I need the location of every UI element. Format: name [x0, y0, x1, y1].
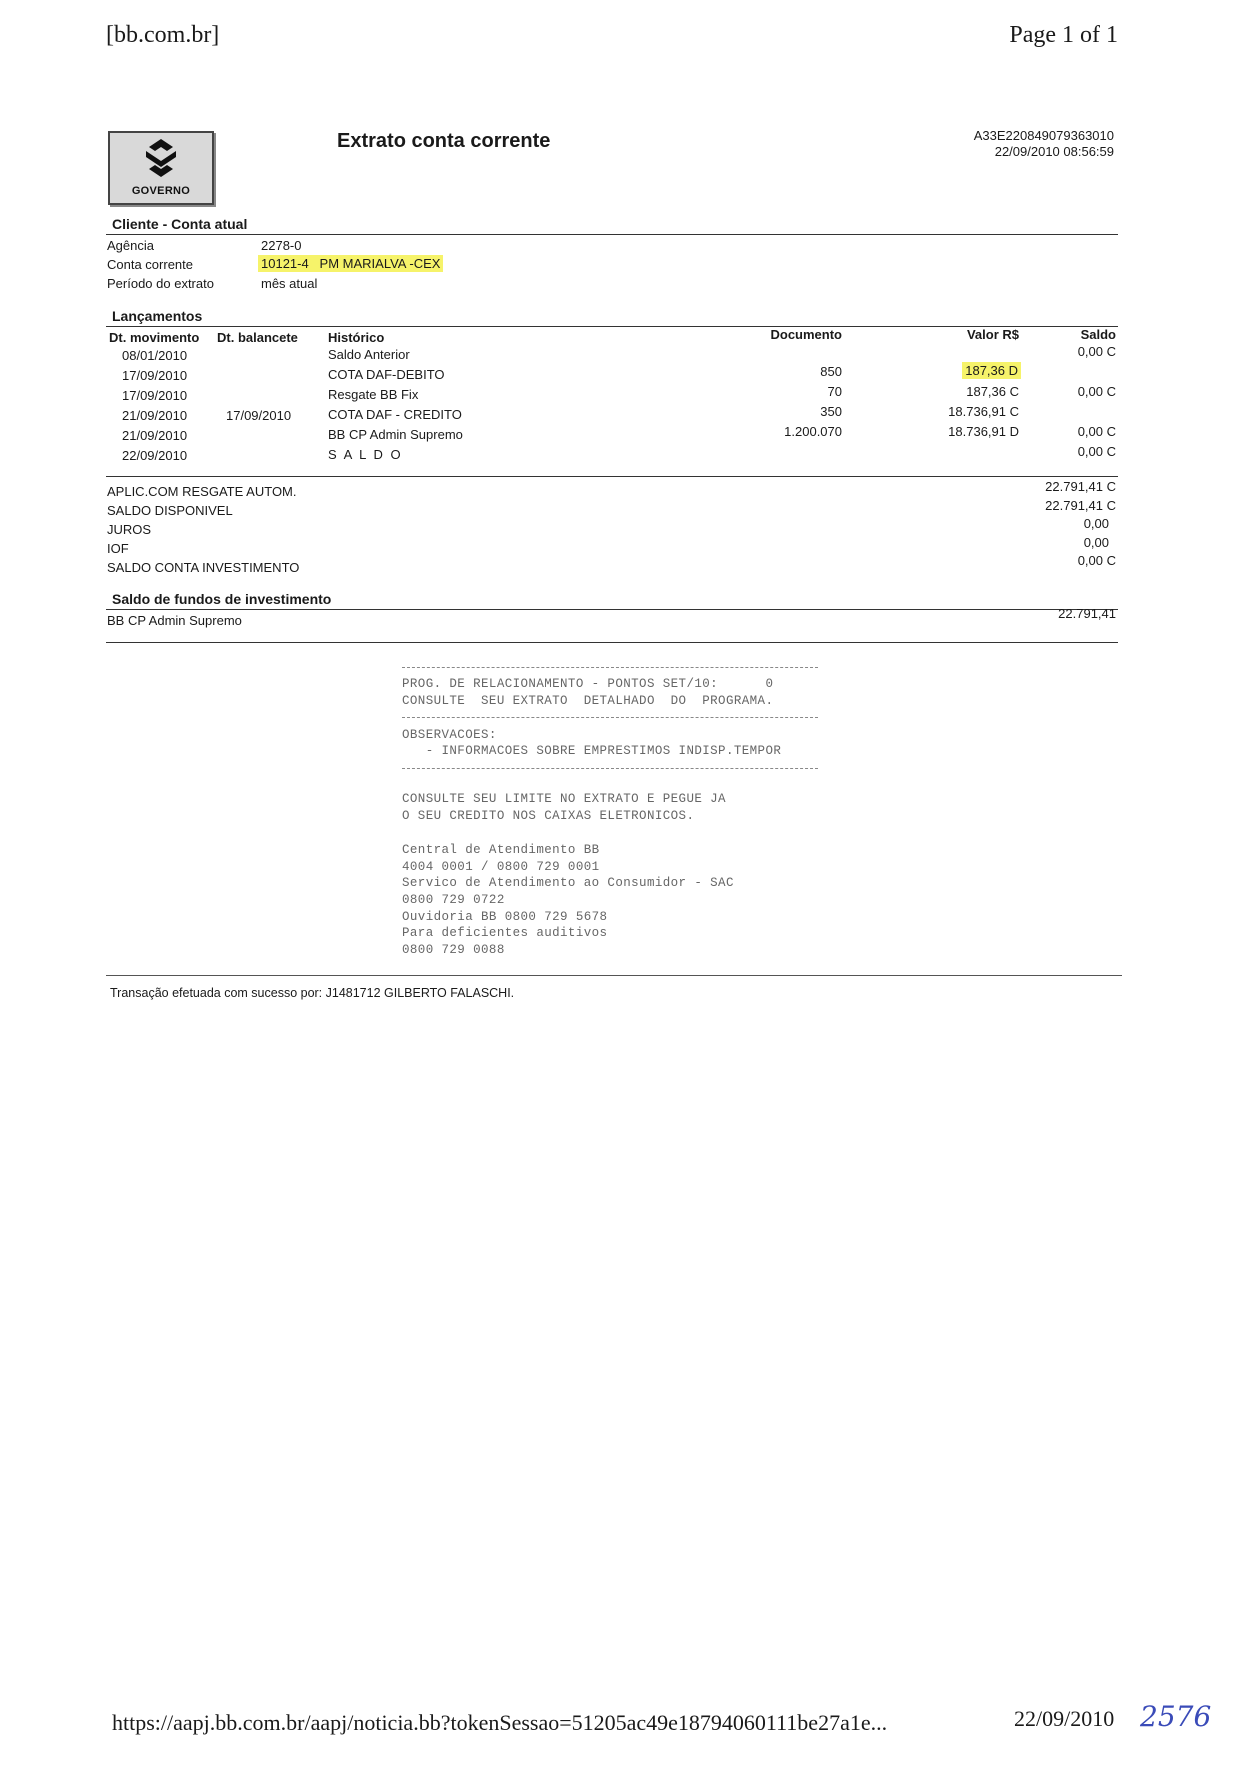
document-title: Extrato conta corrente	[337, 130, 551, 152]
row-historico: Saldo Anterior	[328, 347, 410, 362]
agencia-label: Agência	[107, 238, 154, 253]
page-header-page-number: Page 1 of 1	[1009, 22, 1118, 48]
periodo-value: mês atual	[261, 276, 318, 291]
summary-value: 0,00	[1083, 516, 1109, 531]
bank-logo	[108, 131, 214, 205]
fundos-divider	[106, 609, 1118, 610]
agencia-value: 2278-0	[261, 238, 302, 253]
summary-value: 22.791,41 C	[1045, 498, 1116, 513]
transaction-divider	[106, 975, 1122, 976]
conta-value-text: 10121-4 PM MARIALVA -CEX	[258, 255, 443, 272]
notes-divider	[402, 667, 818, 668]
header-dt-movimento: Dt. movimento	[109, 330, 200, 345]
prog-line-2: CONSULTE SEU EXTRATO DETALHADO DO PROGRAMA.	[402, 694, 774, 708]
contact-line: Central de Atendimento BB	[402, 843, 600, 857]
client-section-title: Cliente - Conta atual	[112, 216, 248, 232]
conta-value	[258, 256, 443, 271]
row-dt-movimento: 21/09/2010	[122, 428, 188, 443]
header-valor: Valor R$	[966, 327, 1019, 342]
fundos-value: 22.791,41	[1058, 606, 1116, 621]
handwritten-page-number: 2576	[1140, 1700, 1212, 1733]
notes-divider	[402, 717, 818, 718]
row-valor: 18.736,91 D	[948, 424, 1019, 439]
row-historico: BB CP Admin Supremo	[328, 427, 463, 442]
row-documento: 850	[820, 364, 842, 379]
header-historico: Histórico	[328, 330, 385, 345]
summary-label: SALDO DISPONIVEL	[107, 503, 233, 518]
document-datetime: 22/09/2010 08:56:59	[994, 144, 1114, 159]
row-saldo: 0,00 C	[1077, 444, 1116, 459]
contact-line: 0800 729 0088	[402, 943, 505, 957]
row-dt-movimento: 17/09/2010	[122, 388, 188, 403]
header-saldo: Saldo	[1080, 327, 1116, 342]
row-saldo: 0,00 C	[1077, 344, 1116, 359]
header-dt-balancete: Dt. balancete	[217, 330, 298, 345]
row-saldo: 0,00 C	[1077, 384, 1116, 399]
summary-label: IOF	[107, 541, 129, 556]
row-historico: COTA DAF-DEBITO	[328, 367, 445, 382]
row-documento: 1.200.070	[784, 424, 842, 439]
row-historico: Resgate BB Fix	[328, 387, 419, 402]
limite-line-2: O SEU CREDITO NOS CAIXAS ELETRONICOS.	[402, 809, 695, 823]
transaction-footer: Transação efetuada com sucesso por: J1481712 GILBERTO FALASCHI.	[110, 986, 515, 1000]
row-valor: 18.736,91 C	[948, 404, 1019, 419]
row-dt-movimento: 21/09/2010	[122, 408, 188, 423]
document-code: A33E220849079363010	[973, 128, 1114, 143]
summary-value: 22.791,41 C	[1045, 479, 1116, 494]
contact-line: 0800 729 0722	[402, 893, 505, 907]
summary-value: 0,00 C	[1077, 553, 1116, 568]
row-historico: S A L D O	[328, 447, 403, 462]
summary-label: APLIC.COM RESGATE AUTOM.	[107, 484, 297, 499]
lancamentos-section-title: Lançamentos	[112, 308, 203, 324]
periodo-label: Período do extrato	[107, 276, 214, 291]
page-footer-date: 22/09/2010	[1014, 1706, 1115, 1731]
summary-label: SALDO CONTA INVESTIMENTO	[107, 560, 300, 575]
summary-label: JUROS	[107, 522, 152, 537]
summary-value: 0,00	[1083, 535, 1109, 550]
contact-line: Para deficientes auditivos	[402, 926, 608, 940]
row-documento: 350	[820, 404, 842, 419]
client-divider	[106, 234, 1118, 235]
row-valor	[962, 363, 1021, 378]
row-dt-movimento: 22/09/2010	[122, 448, 188, 463]
header-documento: Documento	[770, 327, 842, 342]
contact-line: Servico de Atendimento ao Consumidor - SAC	[402, 876, 734, 890]
row-valor-highlighted: 187,36 D	[962, 362, 1021, 379]
bb-symbol-icon	[140, 139, 182, 177]
limite-line-1: CONSULTE SEU LIMITE NO EXTRATO E PEGUE JA	[402, 792, 726, 806]
page-footer-url: https://aapj.bb.com.br/aapj/noticia.bb?tokenSessao=51205ac49e18794060111be27a1e...	[112, 1710, 888, 1735]
fundos-bottom-divider	[106, 642, 1118, 643]
row-dt-movimento: 17/09/2010	[122, 368, 188, 383]
contact-line: Ouvidoria BB 0800 729 5678	[402, 910, 608, 924]
fundos-name: BB CP Admin Supremo	[107, 613, 242, 628]
obs-line: - INFORMACOES SOBRE EMPRESTIMOS INDISP.TEMPOR	[402, 744, 782, 758]
row-valor: 187,36 C	[966, 384, 1019, 399]
row-dt-movimento: 08/01/2010	[122, 348, 188, 363]
notes-divider	[402, 768, 818, 769]
row-historico: COTA DAF - CREDITO	[328, 407, 462, 422]
fundos-section-title: Saldo de fundos de investimento	[112, 591, 332, 607]
prog-line-1: PROG. DE RELACIONAMENTO - PONTOS SET/10: 0	[402, 677, 774, 691]
row-documento: 70	[827, 384, 842, 399]
logo-text: GOVERNO	[131, 185, 191, 197]
contact-line: 4004 0001 / 0800 729 0001	[402, 860, 600, 874]
obs-title: OBSERVACOES:	[402, 728, 497, 742]
page-header-site: [bb.com.br]	[106, 22, 220, 48]
row-dt-balancete: 17/09/2010	[226, 408, 292, 423]
conta-label: Conta corrente	[107, 257, 193, 272]
row-saldo: 0,00 C	[1077, 424, 1116, 439]
summary-divider	[106, 476, 1118, 477]
